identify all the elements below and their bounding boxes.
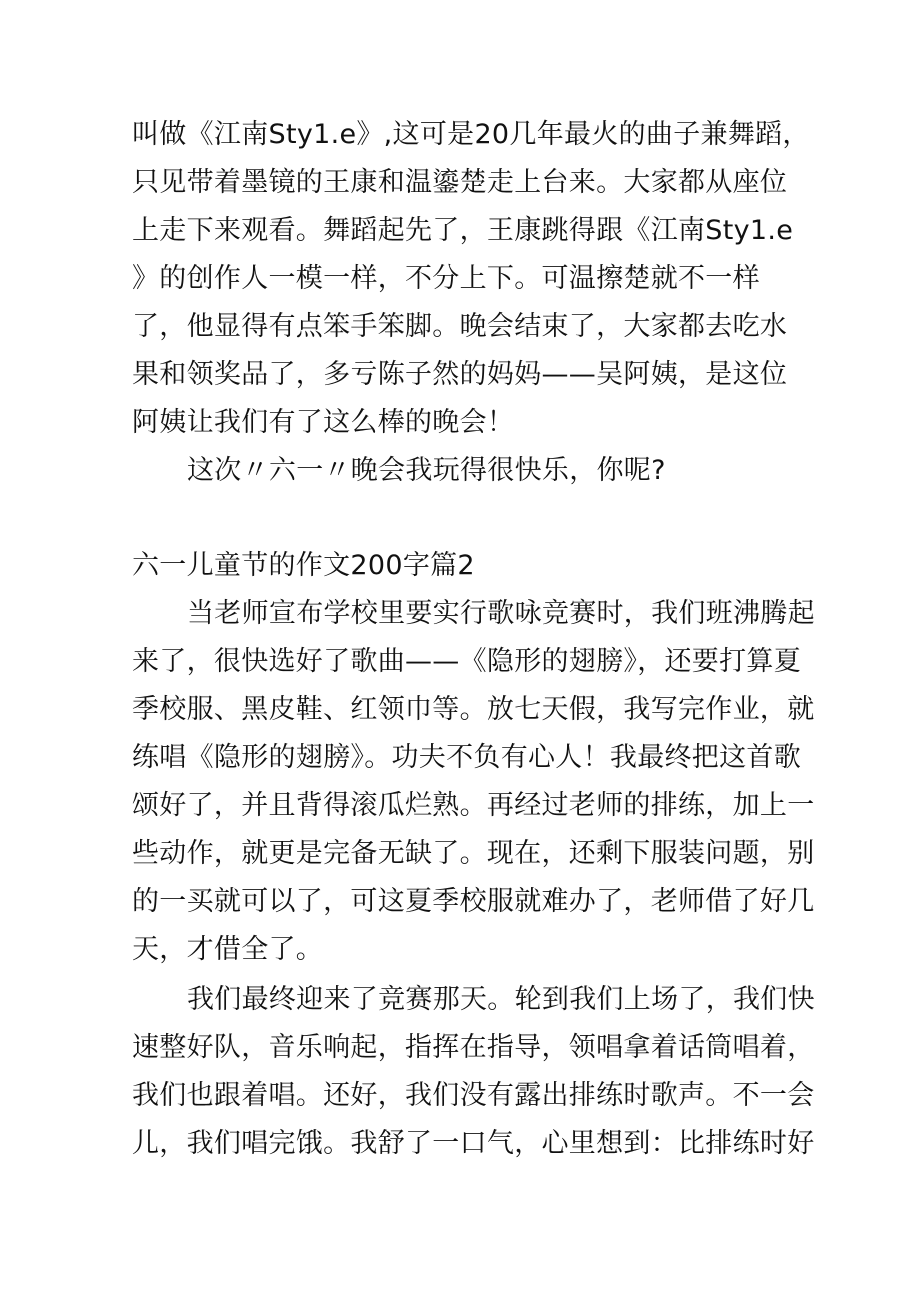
text-line: 来了，很快选好了歌曲——《隐形的翅膀》，还要打算夏 [132, 646, 801, 677]
text-line: 当老师宣布学校里要实行歌咏竞赛时，我们班沸腾起 [187, 598, 815, 629]
text-line: 儿，我们唱完饿。我舒了一口气，心里想到：比排练时好 [132, 1128, 815, 1159]
text-line: 这次〃六一〃晚会我玩得很快乐，你呢? [187, 455, 666, 486]
text-line: 上走下来观看。舞蹈起先了，王康跳得跟《江南Sty1.e [132, 215, 794, 246]
text-line: 季校服、黑皮鞋、红领巾等。放七天假，我写完作业，就 [132, 694, 815, 725]
text-line: 我们也跟着唱。还好，我们没有露出排练时歌声。不一会 [132, 1080, 815, 1111]
text-line: 颂好了，并且背得滚瓜烂熟。再经过老师的排练，加上一 [132, 790, 815, 821]
text-line: 阿姨让我们有了这么棒的晚会！ [132, 407, 515, 438]
text-line: 练唱《隐形的翅膀》。功夫不负有心人！我最终把这首歌 [132, 742, 801, 773]
text-line: 速整好队，音乐响起，指挥在指导，领唱拿着话筒唱着， [132, 1032, 815, 1063]
section-heading: 六一儿童节的作文200字篇2 [132, 550, 475, 581]
text-line: 了，他显得有点笨手笨脚。晚会结束了，大家都去吃水 [132, 311, 788, 342]
text-line: 天，才借全了。 [132, 934, 324, 965]
text-line: 只见带着墨镜的王康和温鎏楚走上台来。大家都从座位 [132, 167, 788, 198]
text-line: 些动作，就更是完备无缺了。现在，还剩下服装问题，别 [132, 838, 815, 869]
text-line: 我们最终迎来了竞赛那天。轮到我们上场了，我们快 [187, 984, 815, 1015]
text-line: 的一买就可以了，可这夏季校服就难办了，老师借了好几 [132, 886, 815, 917]
text-line: 叫做《江南Sty1.e》,这可是20几年最火的曲子兼舞蹈， [132, 119, 810, 150]
text-line: 》的创作人一模一样，不分上下。可温擦楚就不一样 [132, 263, 760, 294]
text-line: 果和领奖品了，多亏陈子然的妈妈——吴阿姨，是这位 [132, 359, 788, 390]
